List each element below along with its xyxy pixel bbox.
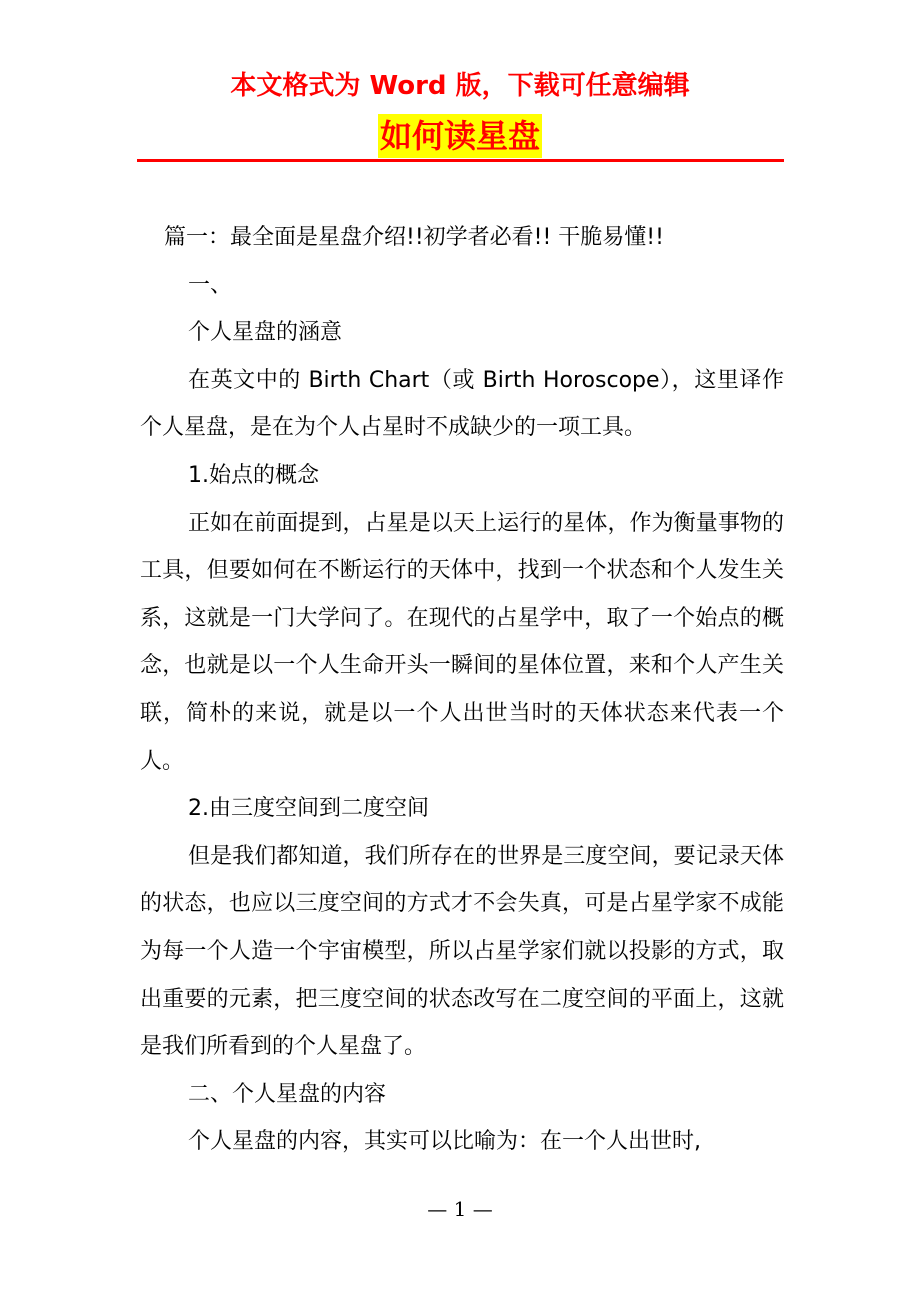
document-title: 如何读星盘 [378, 114, 542, 158]
page-number: — 1 — [427, 1197, 493, 1221]
format-notice-banner: 本文格式为 Word 版，下载可任意编辑 [230, 71, 690, 101]
paragraph-birth-chart: 在英文中的 Birth Chart（或 Birth Horoscope），这里译作个人星盘，是在为个人占星时不成缺少的一项工具。 [140, 367, 784, 441]
paragraph-3d-to-2d: 但是我们都知道，我们所存在的世界是三度空间，要记录天体的状态，也应以三度空间的方式才不会失真，可是占星学家不成能为每一个人造一个宇宙模型，所以占星学家们就以投影的方式，取出重要的元素，把三度空间的状态改写在二度空间的平面上，这就是我们所看到的个人星盘了。 [140, 843, 784, 1060]
section-heading-meaning: 个人星盘的涵意 [188, 320, 343, 346]
paragraph-chart-content: 个人星盘的内容，其实可以比喻为：在一个人出世时, [188, 1129, 701, 1155]
article-heading: 篇一：最全面是星盘介绍!!初学者必看!! 干脆易懂!! [164, 225, 664, 250]
paragraph-starting-point: 正如在前面提到，占星是以天上运行的星体，作为衡量事物的工具，但要如何在不断运行的天体中，找到一个状态和个人发生关系，这就是一门大学问了。在现代的占星学中，取了一个始点的概念，也就是以一个人生命开头一瞬间的星体位置，来和个人产生关联，简朴的来说，就是以一个人出世当时的天体状态来代表一个人。 [140, 510, 784, 774]
document-body [140, 214, 784, 1166]
title-container [0, 114, 920, 158]
section-heading-content: 二、个人星盘的内容 [188, 1081, 387, 1107]
section-number-one: 一、 [188, 272, 233, 298]
subheading-3d-to-2d: 2.由三度空间到二度空间 [188, 796, 429, 822]
header-divider [137, 159, 784, 162]
subheading-starting-point: 1.始点的概念 [188, 462, 319, 488]
